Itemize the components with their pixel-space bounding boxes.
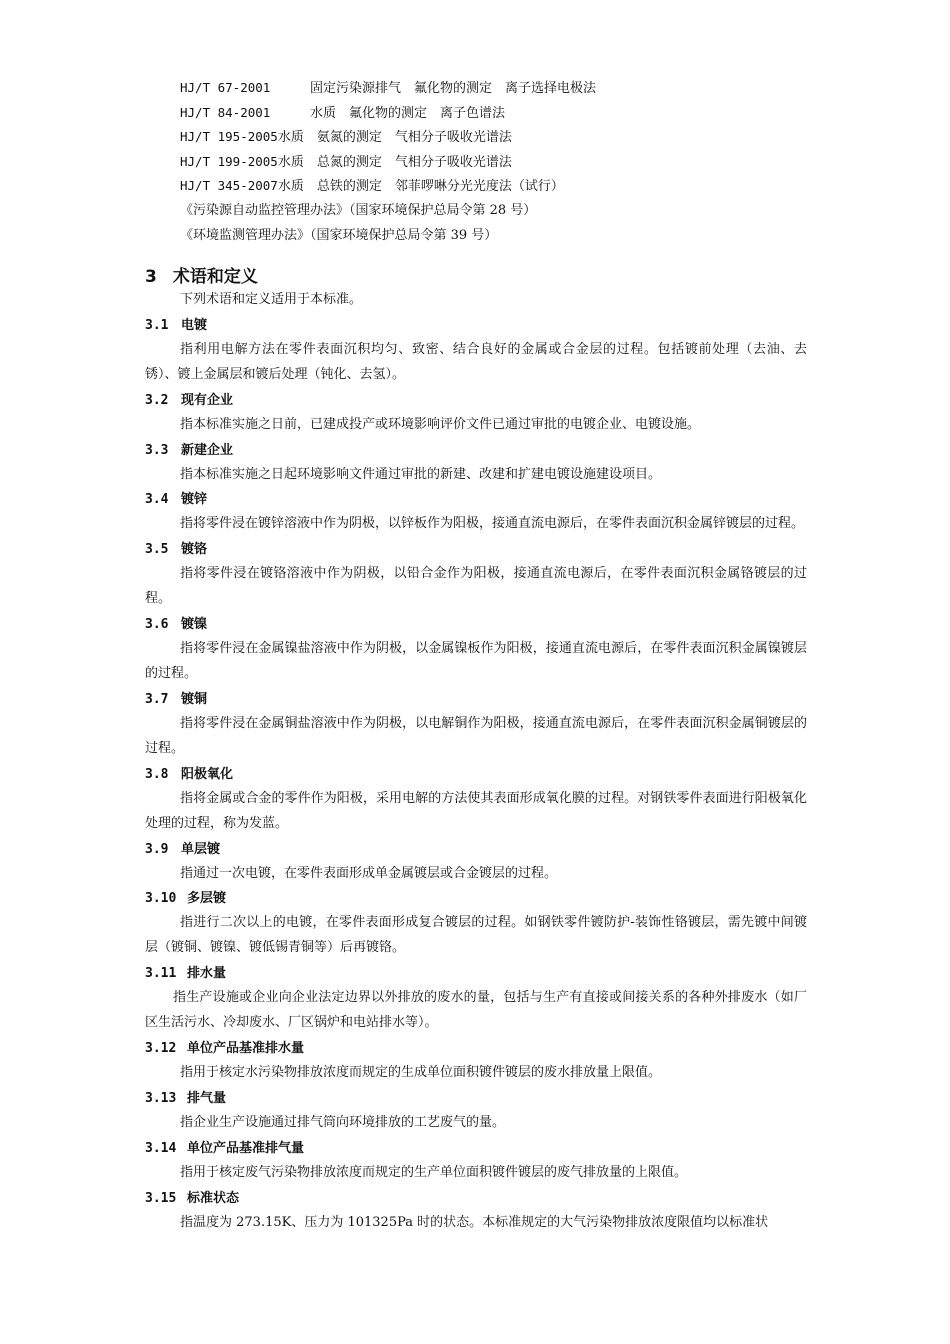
term-number: 3.14 xyxy=(145,1140,177,1156)
term-definition: 指通过一次电镀，在零件表面形成单金属镀层或合金镀层的过程。 xyxy=(180,865,558,881)
reference-title: 《环境监测管理办法》（国家环境保护总局令第 39 号） xyxy=(180,227,498,243)
term-heading xyxy=(145,1186,807,1211)
term-name: 镀铜 xyxy=(181,691,208,707)
term-name: 现有企业 xyxy=(181,392,234,408)
term-heading xyxy=(145,1136,807,1161)
normative-references xyxy=(180,76,820,248)
term-heading xyxy=(145,612,807,637)
term-name: 镀铬 xyxy=(181,542,208,558)
reference-code: HJ/T 67-2001 xyxy=(180,80,271,95)
term-number: 3.1 xyxy=(145,317,169,333)
term-number: 3.2 xyxy=(145,392,169,408)
term-definition: 指利用电解方法在零件表面沉积均匀、致密、结合良好的金属或合金层的过程。包括镀前处理（去油、去锈）、镀上金属层和镀后处理（钝化、去氢）。 xyxy=(145,341,807,382)
section-number: 3 xyxy=(145,267,157,287)
term-heading xyxy=(145,313,807,338)
term-number: 3.5 xyxy=(145,542,169,558)
term-name: 多层镀 xyxy=(187,891,227,907)
term-heading xyxy=(145,837,807,862)
term-definition: 指用于核定水污染物排放浓度而规定的生成单位面积镀件镀层的废水排放量上限值。 xyxy=(180,1065,662,1081)
reference-code: HJ/T 195-2005 xyxy=(180,129,278,145)
term-heading xyxy=(145,537,807,562)
term-name: 镀镍 xyxy=(181,617,208,633)
reference-line xyxy=(180,199,820,224)
section-heading xyxy=(145,262,258,287)
term-definition: 指生产设施或企业向企业法定边界以外排放的废水的量，包括与生产有直接或间接关系的各种外排废水（如厂区生活污水、冷却废水、厂区锅炉和电站排水等）。 xyxy=(145,990,807,1031)
reference-code: HJ/T 345-2007 xyxy=(180,178,278,194)
term-definition: 指企业生产设施通过排气筒向环境排放的工艺废气的量。 xyxy=(180,1115,506,1131)
reference-line xyxy=(180,76,820,101)
reference-title: 《污染源自动监控管理办法》（国家环境保护总局令第 28 号） xyxy=(180,202,537,218)
term-heading xyxy=(145,1036,807,1061)
term-definition: 指将金属或合金的零件作为阳极，采用电解的方法使其表面形成氧化膜的过程。对钢铁零件表面进行阳极氧化处理的过程，称为发蓝。 xyxy=(145,790,807,831)
term-heading xyxy=(145,487,807,512)
terms-list xyxy=(145,288,807,1236)
term-definition: 指将零件浸在金属镍盐溶液中作为阴极，以金属镍板作为阳极，接通直流电源后，在零件表面沉积金属镍镀层的过程。 xyxy=(145,641,807,682)
term-name: 排气量 xyxy=(187,1091,227,1107)
reference-line xyxy=(180,125,820,150)
term-name: 单层镀 xyxy=(181,841,221,857)
term-number: 3.12 xyxy=(145,1041,177,1057)
term-number: 3.10 xyxy=(145,891,177,907)
term-definition: 指本标准实施之日前，已建成投产或环境影响评价文件已通过审批的电镀企业、电镀设施。 xyxy=(180,416,701,432)
reference-code: HJ/T 199-2005 xyxy=(180,153,278,169)
term-heading xyxy=(145,886,807,911)
reference-line xyxy=(180,101,820,126)
term-number: 3.3 xyxy=(145,442,169,458)
term-number: 3.8 xyxy=(145,766,169,782)
term-number: 3.11 xyxy=(145,966,177,982)
term-definition: 指将零件浸在镀锌溶液中作为阴极，以锌板作为阳极，接通直流电源后，在零件表面沉积金属锌镀层的过程。 xyxy=(180,516,805,532)
term-name: 标准状态 xyxy=(187,1190,240,1206)
reference-code: HJ/T 84-2001 xyxy=(180,104,271,120)
term-heading xyxy=(145,438,807,463)
reference-title: 水质 氨氮的测定 气相分子吸收光谱法 xyxy=(277,130,512,146)
term-definition: 指将零件浸在镀铬溶液中作为阴极，以铅合金作为阳极，接通直流电源后，在零件表面沉积金属铬镀层的过程。 xyxy=(145,566,807,607)
term-heading xyxy=(145,762,807,787)
term-heading xyxy=(145,961,807,986)
reference-line xyxy=(180,150,820,175)
reference-title: 水质 总铁的测定 邻菲啰啉分光光度法（试行） xyxy=(277,179,564,195)
term-name: 新建企业 xyxy=(181,442,234,458)
term-number: 3.9 xyxy=(145,841,169,857)
term-name: 排水量 xyxy=(187,966,227,982)
term-definition: 指进行二次以上的电镀，在零件表面形成复合镀层的过程。如钢铁零件镀防护-装饰性铬镀层，需先镀中间镀层（镀铜、镀镍、镀低锡青铜等）后再镀铬。 xyxy=(145,915,807,956)
term-number: 3.13 xyxy=(145,1091,177,1107)
reference-line xyxy=(180,224,820,249)
term-name: 单位产品基准排气量 xyxy=(187,1140,305,1156)
term-definition: 指将零件浸在金属铜盐溶液中作为阴极，以电解铜作为阳极，接通直流电源后，在零件表面沉积金属铜镀层的过程。 xyxy=(145,715,807,756)
term-name: 阳极氧化 xyxy=(181,766,234,782)
reference-title: 水质 总氮的测定 气相分子吸收光谱法 xyxy=(277,154,512,170)
term-name: 电镀 xyxy=(181,317,208,333)
reference-title: 固定污染源排气 氟化物的测定 离子选择电极法 xyxy=(310,81,597,96)
term-number: 3.4 xyxy=(145,492,169,508)
term-definition: 指用于核定废气污染物排放浓度而规定的生产单位面积镀件镀层的废气排放量的上限值。 xyxy=(180,1164,688,1180)
term-definition: 指本标准实施之日起环境影响文件通过审批的新建、改建和扩建电镀设施建设项目。 xyxy=(180,466,662,482)
term-heading xyxy=(145,388,807,413)
term-name: 单位产品基准排水量 xyxy=(187,1041,305,1057)
term-number: 3.6 xyxy=(145,617,169,633)
term-number: 3.15 xyxy=(145,1190,177,1206)
reference-title: 水质 氟化物的测定 离子色谱法 xyxy=(310,105,506,121)
term-heading xyxy=(145,687,807,712)
section-intro: 下列术语和定义适用于本标准。 xyxy=(180,292,363,307)
term-number: 3.7 xyxy=(145,691,169,707)
section-title: 术语和定义 xyxy=(172,267,258,287)
term-definition: 指温度为 273.15K、压力为 101325Pa 时的状态。本标准规定的大气污染物排放浓度限值均以标准状 xyxy=(180,1214,769,1230)
reference-line xyxy=(180,174,820,199)
term-heading xyxy=(145,1086,807,1111)
term-name: 镀锌 xyxy=(181,492,208,508)
